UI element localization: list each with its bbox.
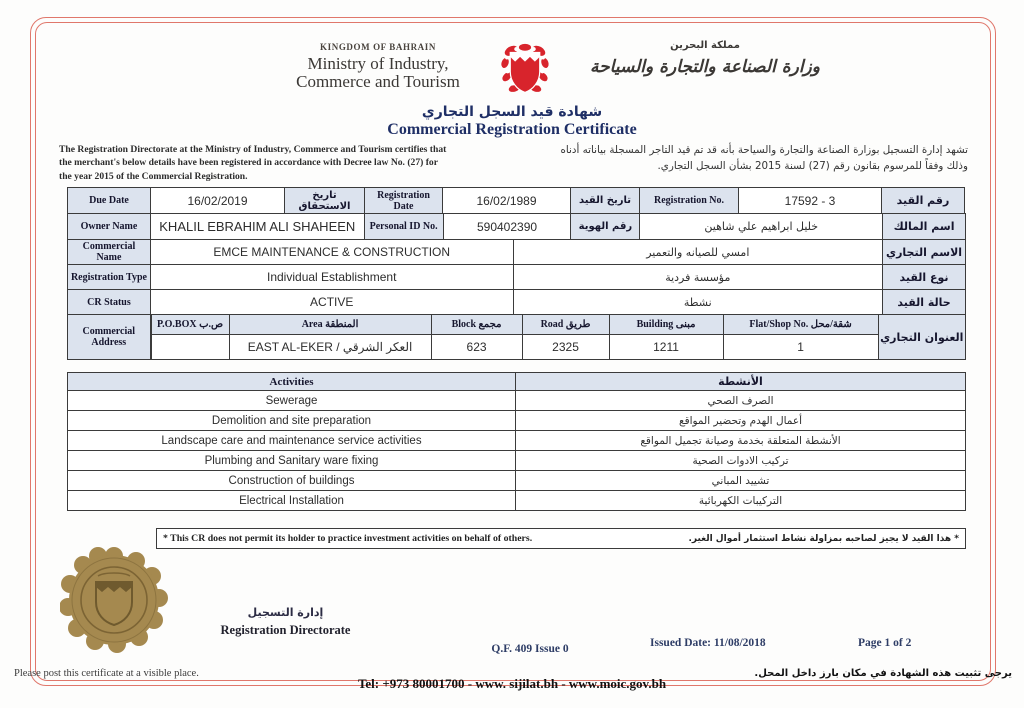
activities-header-row [67, 372, 966, 391]
commercial-address-label: Commercial Address [67, 314, 151, 360]
official-seal-icon [60, 546, 168, 659]
building-label: Building مبنى [609, 314, 724, 335]
address-header-row [151, 314, 879, 335]
activity-ar: أعمال الهدم وتحضير المواقع [515, 410, 966, 431]
activity-ar: تركيب الادوات الصحية [515, 450, 966, 471]
due-date-value: 16/02/2019 [150, 187, 285, 214]
directorate-title-en: Registration Directorate [220, 623, 351, 637]
activity-en: Plumbing and Sanitary ware fixing [67, 450, 516, 471]
kingdom-name-en: KINGDOM OF BAHRAIN [320, 42, 436, 52]
owner-name-label: Owner Name [67, 213, 151, 240]
activity-ar: تشييد المباني [515, 470, 966, 491]
address-value-row [151, 334, 879, 360]
block-value: 623 [431, 334, 523, 360]
road-value: 2325 [522, 334, 610, 360]
cr-status-value-ar: نشطة [513, 289, 884, 315]
activities-header-en: Activities [67, 372, 516, 391]
table-row [67, 213, 966, 240]
due-date-label: Due Date [67, 187, 151, 214]
activities-table [67, 372, 966, 511]
activity-en: Demolition and site preparation [67, 410, 516, 431]
certificate-title-ar: شهادة قيد السجل التجاري [421, 104, 603, 120]
disclaimer-box [156, 528, 966, 549]
table-row [67, 289, 966, 315]
intro-paragraph-ar: تشهد إدارة التسجيل بوزارة الصناعة والتجارة والسياحة بأنه قد تم قيد التاجر المسجلة بياناته أدناه وذلك وفقاً للمرسوم بقانون رقم (27) لسنة 2015 بشأن السجل التجاري. [560, 144, 968, 172]
activity-row [67, 470, 966, 491]
registration-no-label: Registration No. [639, 187, 739, 214]
activity-en: Sewerage [67, 390, 516, 411]
due-date-label-ar: تاريخ الاستحقاق [284, 187, 365, 214]
commercial-name-label: Commercial Name [67, 239, 151, 265]
ministry-header-en [278, 42, 478, 92]
cr-status-value: ACTIVE [150, 289, 514, 315]
registration-no-value: 17592 - 3 [738, 187, 882, 214]
bahrain-emblem-icon [499, 40, 551, 103]
ministry-name-ar: وزارة الصناعة والتجارة والسياحة [590, 57, 820, 77]
ministry-name-en-line1: Ministry of Industry, [307, 54, 449, 73]
page-number: Page 1 of 2 [858, 637, 912, 649]
activity-row [67, 410, 966, 431]
registration-type-label: Registration Type [67, 264, 151, 290]
activity-ar: الصرف الصحي [515, 390, 966, 411]
disclaimer-en: * This CR does not permit its holder to practice investment activities on behalf of others. [163, 533, 533, 544]
kingdom-name-ar: مملكة البحرين [670, 40, 740, 51]
activity-row [67, 450, 966, 471]
registration-type-value: Individual Establishment [150, 264, 514, 290]
personal-id-label: Personal ID No. [364, 213, 444, 240]
registration-date-label: Registration Date [364, 187, 443, 214]
issued-date: Issued Date: 11/08/2018 [650, 637, 766, 649]
activities-header-ar: الأنشطة [515, 372, 966, 391]
ministry-name-en-line2: Commerce and Tourism [296, 72, 460, 92]
block-label: Block مجمع [431, 314, 523, 335]
disclaimer-ar: * هذا القيد لا يجيز لصاحبه بمزاولة نشاط استثمار أموال الغير. [688, 533, 959, 544]
form-reference: Q.F. 409 Issue 0 [491, 643, 569, 655]
activity-row [67, 430, 966, 451]
registration-date-value: 16/02/1989 [442, 187, 571, 214]
pobox-value [151, 334, 230, 360]
area-label: Area المنطقة [229, 314, 432, 335]
intro-paragraph-en: The Registration Directorate at the Ministry of Industry, Commerce and Tourism certifies that the merchant's below details have been registered in accordance with Decree law No. (27) for the year 2015 of the Commercial Registration. [59, 144, 447, 182]
table-row [67, 239, 966, 265]
building-value: 1211 [609, 334, 724, 360]
registration-type-value-ar: مؤسسة فردية [513, 264, 884, 290]
registration-date-label-ar: تاريخ القيد [570, 187, 640, 214]
activity-row [67, 490, 966, 511]
cr-status-label: CR Status [67, 289, 151, 315]
flat-shop-label: Flat/Shop No. شقة/محل [723, 314, 879, 335]
registration-details-table [67, 187, 966, 360]
flat-shop-value: 1 [723, 334, 879, 360]
table-row [67, 187, 966, 214]
owner-name-value: KHALIL EBRAHIM ALI SHAHEEN [150, 213, 365, 240]
road-label: Road طريق [522, 314, 610, 335]
commercial-name-value-ar: امسي للصيانه والتعمير [513, 239, 884, 265]
commercial-address-row [67, 314, 966, 360]
commercial-name-value: EMCE MAINTENANCE & CONSTRUCTION [150, 239, 514, 265]
activity-en: Landscape care and maintenance service activities [67, 430, 516, 451]
table-row [67, 264, 966, 290]
activity-ar: الأنشطة المتعلقة بخدمة وصيانة تجميل المواقع [515, 430, 966, 451]
activity-en: Electrical Installation [67, 490, 516, 511]
area-value: EAST AL-EKER / العكر الشرقي [229, 334, 432, 360]
certificate-title-en: Commercial Registration Certificate [387, 121, 637, 138]
activity-row [67, 390, 966, 411]
registration-type-label-ar: نوع القيد [882, 264, 966, 290]
contact-line: Tel: +973 80001700 - www. sijilat.bh - www.moic.gov.bh [357, 676, 667, 691]
registration-directorate-block [178, 606, 393, 638]
ministry-header-ar [565, 40, 845, 77]
registration-no-label-ar: رقم القيد [881, 187, 965, 214]
post-notice-ar: يرجى تثبيت هذه الشهادة في مكان بارز داخل المحل. [754, 668, 1012, 679]
personal-id-value: 590402390 [443, 213, 572, 240]
cr-status-label-ar: حالة القيد [882, 289, 966, 315]
activity-ar: التركيبات الكهربائية [515, 490, 966, 511]
commercial-address-label-ar: العنوان التجاري [878, 314, 966, 360]
post-notice-en: Please post this certificate at a visible place. [14, 668, 199, 679]
commercial-name-label-ar: الاسم التجاري [882, 239, 966, 265]
pobox-label: P.O.BOX ص.ب [151, 314, 230, 335]
activity-en: Construction of buildings [67, 470, 516, 491]
directorate-title-ar: إدارة التسجيل [247, 606, 324, 619]
owner-name-label-ar: اسم المالك [882, 213, 966, 240]
owner-name-value-ar: خليل ابراهيم علي شاهين [639, 213, 883, 240]
personal-id-label-ar: رقم الهوية [570, 213, 640, 240]
